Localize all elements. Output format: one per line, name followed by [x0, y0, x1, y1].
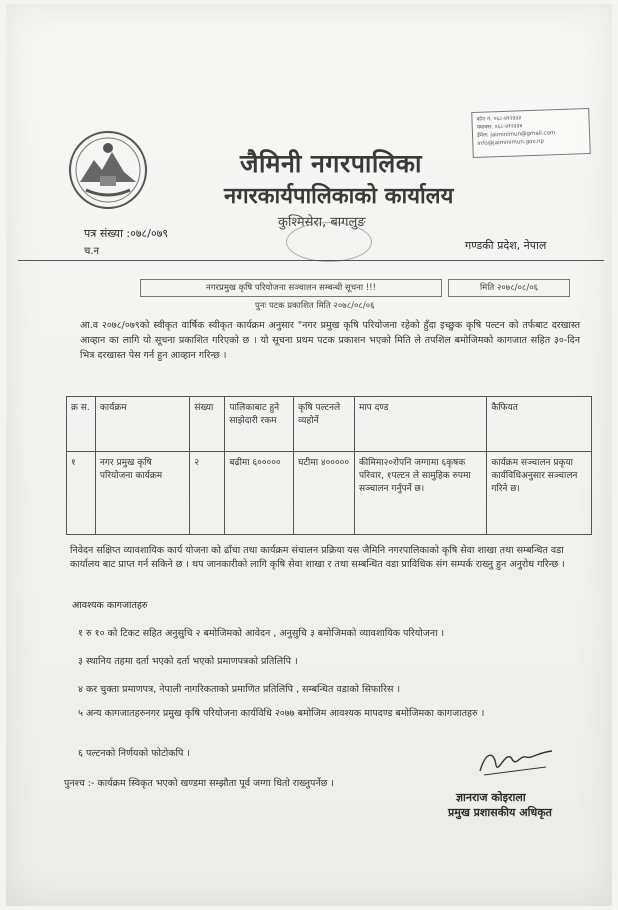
document-item: १ रु १० को टिकट सहित अनुसुचि २ बमोजिमको आवेदन , अनुसुचि ३ बमोजिमको व्यावशायिक परियोजना । — [78, 628, 445, 639]
notice-date: मिति २०७८/०८/०६ — [448, 279, 570, 297]
col-count: संख्या — [190, 397, 225, 452]
contact-line: info@jaiminimun.gov.np — [477, 138, 545, 147]
signer-name: ज्ञानराज कोइराला — [456, 791, 526, 804]
application-info: निवेदन सक्षिप्त व्यावशायिक कार्य योजना को ढाँचा तथा कार्यक्रम संचालन प्रक्रिया यस जैमिनि नगरपालिकाको कृषि सेवा शाखा तथा सम्बन्धित वडा कार्यालय बाट प्राप्त गर्न सकिने छ । थप जानकारीको लागि कृषि सेवा शाखा र तथा सम्बन्धित वडा प्राविधिक संग सम्पर्क राख्नु हुन अनुरोध गरिन्छ । — [70, 545, 565, 570]
table-row — [67, 452, 592, 535]
office-address: कुश्मिसेरा, बागलुङ — [278, 215, 366, 230]
municipality-name: जैमिनी नगरपालिका — [240, 149, 422, 178]
notice-title: नगरप्रमुख कृषि परियोजना सञ्चालन सम्बन्धी सूचना !!! — [140, 279, 442, 297]
cell-municipal-share: बढीमा ६००००० — [225, 452, 294, 535]
document-item: ५ अन्य कागजातहरुनगर प्रमुख कृषि परियोजना कार्यविधि २०७७ बमोजिम आवश्यक मापदण्ड बमोजिमका कागजातहरु । — [78, 708, 485, 719]
nepal-emblem-icon — [66, 128, 150, 212]
document-item: ६ पल्टनको निर्णयको फोटोकपि । — [78, 748, 191, 759]
postscript-note: पुनश्च :- कार्यक्रम स्विकृत भएको खण्डमा सम्झौता पूर्व जग्गा धितो राख्नुपर्नेछ । — [64, 778, 334, 789]
reference-number: पत्र संख्या :०७८/०७९ — [84, 227, 169, 240]
header-divider — [18, 260, 604, 261]
contact-line: फ्याक्स: ०६८-४१२३३४ — [476, 123, 523, 131]
signature-icon — [476, 745, 556, 779]
notice-body: आ.व २०७८/०७९को स्वीकृत वार्षिक स्वीकृत कार्यक्रम अनुसार "नगर प्रमुख कृषि परियोजना रहेको हुँदा इच्छुक कृषि पल्टन को तर्फबाट दरखास्त आव्हान का लागि यो सूचना प्रकाशित गरिएको छ । यो सूचना प्रथम पटक प्रकाशन भएको मिति ले तपशिल बमोजिमको कागजात सहित ३०-दिन भित्र दरखास्त पेस गर्न हुन आव्हान गरिन्छ । — [80, 320, 580, 361]
cell-program: नगर प्रमुख कृषि परियोजना कार्यक्रम — [95, 452, 190, 535]
province-label: गण्डकी प्रदेश, नेपाल — [465, 239, 547, 252]
table-header-row — [67, 397, 592, 452]
cell-remarks: कार्यक्रम सञ्चालन प्रकृया कार्यविधिअनुसार सञ्चालन गरिने छ। — [487, 452, 592, 535]
signer-title: प्रमुख प्रशासकीय अधिकृत — [448, 806, 552, 819]
program-table — [66, 396, 592, 535]
office-seal-icon — [286, 222, 372, 262]
contact-line: फोन नं. ०६८-४१२३३३ — [476, 115, 522, 123]
contact-stamp — [471, 108, 591, 158]
document-item: ४ कर चुक्ता प्रमाणपत्र, नेपाली नागरिकताको प्रमाणित प्रतिलिपि , सम्बन्धित वडाको सिफारिस । — [78, 684, 401, 695]
col-farmer-share: कृषि पल्टनले व्यहोर्ने — [294, 397, 355, 452]
contact-line: ईमेल: jaiminimun@gmail.com — [476, 130, 556, 139]
cell-farmer-share: घटीमा ४००००० — [294, 452, 355, 535]
col-criteria: माप दण्ड — [354, 397, 486, 452]
documents-heading: आवश्यक कागजातहरु — [72, 600, 148, 611]
col-remarks: कैफियत — [487, 397, 592, 452]
document-item: ३ स्थानिय तहमा दर्ता भएको दर्ता भएको प्रमाणपत्रको प्रतिलिपि । — [78, 656, 298, 667]
col-program: कार्यक्रम — [95, 397, 190, 452]
cell-serial: १ — [67, 452, 96, 535]
dispatch-number: च.न — [84, 246, 100, 257]
cell-count: २ — [190, 452, 225, 535]
col-serial: क्र स. — [67, 397, 96, 452]
republish-date: पुनः पटक प्रकाशित मिति २०७८/०८/०६ — [255, 301, 375, 311]
col-municipal-share: पालिकाबाट हुने साझेदारी रकम — [225, 397, 294, 452]
office-name: नगरकार्यपालिकाको कार्यालय — [224, 184, 454, 209]
cell-criteria: कीमिमा२०रोपनि जग्गामा ६कृषक परिवार, १पल्टन ले सामुहिक रुपमा सञ्चालन गर्नुपर्ने छ। — [354, 452, 486, 535]
